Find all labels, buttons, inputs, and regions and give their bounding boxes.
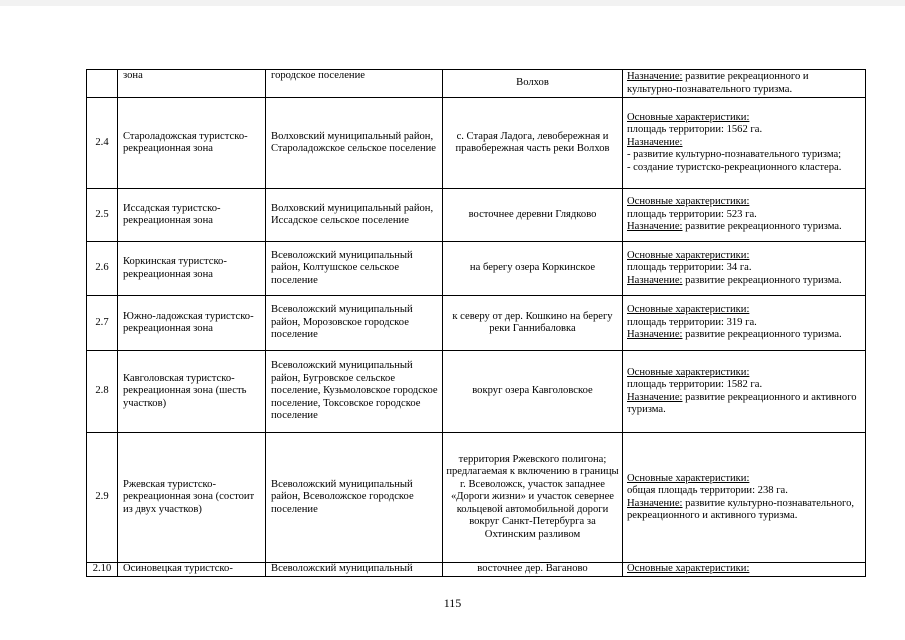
row-number: 2.10 [87, 563, 118, 577]
municipality: Всеволожский муниципальный район, Морозовское городское поселение [266, 296, 443, 351]
characteristics-line [627, 563, 862, 575]
characteristics-label: Назначение: [627, 329, 683, 341]
municipality: Всеволожский муниципальный район, Бугровское сельское поселение, Кузьмоловское городское поселение, Токсовское городское поселение [266, 351, 443, 433]
characteristics [623, 70, 866, 98]
zone-name: Иссадская туристско-рекреационная зона [118, 189, 266, 242]
characteristics-line [627, 473, 862, 485]
zone-name: Коркинская туристско-рекреационная зона [118, 242, 266, 296]
characteristics-line [627, 221, 862, 233]
characteristics-line [627, 262, 862, 274]
table-row [87, 242, 866, 296]
characteristics-text: развитие рекреационного и активного туризма. [627, 391, 857, 415]
characteristics-line [627, 329, 862, 341]
row-number: 2.5 [87, 189, 118, 242]
characteristics-line [627, 304, 862, 316]
table-row [87, 189, 866, 242]
characteristics-line [627, 112, 862, 124]
characteristics-line [627, 367, 862, 379]
table-row [87, 296, 866, 351]
characteristics [623, 563, 866, 577]
zone-name: Ржевская туристско-рекреационная зона (состоит из двух участков) [118, 433, 266, 563]
characteristics-label: Основные характеристики: [627, 249, 750, 261]
characteristics-line [627, 124, 862, 136]
characteristics-line [627, 250, 862, 262]
characteristics-text: развитие рекреационного туризма. [682, 274, 842, 286]
zone-name: Кавголовская туристско-рекреационная зона (шесть участков) [118, 351, 266, 433]
characteristics-text: площадь территории: 523 га. [627, 208, 757, 220]
characteristics-text: развитие рекреационного туризма. [682, 329, 842, 341]
row-number: 2.7 [87, 296, 118, 351]
characteristics-text: площадь территории: 319 га. [627, 316, 757, 328]
municipality: Всеволожский муниципальный район, Колтушское сельское поселение [266, 242, 443, 296]
characteristics-line [627, 485, 862, 497]
location: с. Старая Ладога, левобережная и правобережная часть реки Волхов [443, 98, 623, 189]
zone-name: Староладожская туристско-рекреационная зона [118, 98, 266, 189]
characteristics-label: Назначение: [627, 497, 683, 509]
characteristics-label: Назначение: [627, 274, 683, 286]
characteristics-text: площадь территории: 1582 га. [627, 379, 763, 391]
characteristics [623, 242, 866, 296]
characteristics [623, 189, 866, 242]
characteristics-line [627, 275, 862, 287]
characteristics-text: развитие рекреационного туризма. [682, 221, 842, 233]
municipality: Всеволожский муниципальный район, Всеволожское городское поселение [266, 433, 443, 563]
location: вокруг озера Кавголовское [443, 351, 623, 433]
characteristics [623, 433, 866, 563]
characteristics-line [627, 71, 862, 83]
characteristics-line [627, 137, 862, 149]
zone-name: зона [118, 70, 266, 98]
row-number: 2.9 [87, 433, 118, 563]
characteristics-label: Основные характеристики: [627, 111, 750, 123]
characteristics-label: Назначение: [627, 136, 683, 148]
characteristics-line [627, 162, 862, 174]
characteristics-line [627, 149, 862, 161]
location: восточнее деревни Глядково [443, 189, 623, 242]
page-number: 115 [443, 596, 462, 610]
location: на берегу озера Коркинское [443, 242, 623, 296]
row-number: 2.4 [87, 98, 118, 189]
characteristics [623, 98, 866, 189]
characteristics-label: Основные характеристики: [627, 366, 750, 378]
table-row [87, 433, 866, 563]
characteristics-label: Назначение: [627, 221, 683, 233]
zone-name: Осиновецкая туристско- [118, 563, 266, 577]
municipality: Волховский муниципальный район, Иссадское сельское поселение [266, 189, 443, 242]
table-row [87, 563, 866, 577]
characteristics-label: Основные характеристики: [627, 563, 750, 574]
characteristics-text: общая площадь территории: 238 га. [627, 485, 788, 497]
characteristics-label: Назначение: [627, 71, 683, 83]
characteristics-line [627, 317, 862, 329]
characteristics [623, 351, 866, 433]
tourist-zones-table [86, 69, 866, 577]
characteristics-line [627, 196, 862, 208]
characteristics-label: Основные характеристики: [627, 196, 750, 208]
row-number [87, 70, 118, 98]
characteristics-text: площадь территории: 1562 га. [627, 124, 763, 136]
row-number: 2.8 [87, 351, 118, 433]
characteristics-text: - создание туристско-рекреационного кластера. [627, 161, 842, 173]
scan-top-edge [0, 0, 905, 6]
characteristics-text: культурно-познавательного туризма. [627, 83, 793, 95]
characteristics [623, 296, 866, 351]
characteristics-text: площадь территории: 34 га. [627, 262, 752, 274]
characteristics-line [627, 392, 862, 417]
characteristics-label: Основные характеристики: [627, 472, 750, 484]
characteristics-line [627, 84, 862, 96]
row-number: 2.6 [87, 242, 118, 296]
characteristics-label: Назначение: [627, 391, 683, 403]
table-row [87, 70, 866, 98]
location: к северу от дер. Кошкино на берегу реки Ганнибаловка [443, 296, 623, 351]
table-row [87, 98, 866, 189]
table-row [87, 351, 866, 433]
municipality: городское поселение [266, 70, 443, 98]
location: территория Ржевского полигона; предлагаемая к включению в границы г. Всеволожск, участок западнее «Дороги жизни» и участок севернее кольцевой автомобильной дороги вокруг Санкт-Петербурга за Охтинским разливом [443, 433, 623, 563]
characteristics-text: - развитие культурно-познавательного туризма; [627, 149, 842, 161]
location: Волхов [443, 70, 623, 98]
characteristics-line [627, 379, 862, 391]
characteristics-text: развитие рекреационного и [682, 71, 809, 83]
municipality: Всеволожский муниципальный [266, 563, 443, 577]
location: восточнее дер. Ваганово [443, 563, 623, 577]
zone-name: Южно-ладожская туристско-рекреационная зона [118, 296, 266, 351]
characteristics-label: Основные характеристики: [627, 304, 750, 316]
characteristics-line [627, 209, 862, 221]
characteristics-text: развитие культурно-познавательного, рекреационного и активного туризма. [627, 497, 855, 521]
characteristics-line [627, 498, 862, 523]
municipality: Волховский муниципальный район, Староладожское сельское поселение [266, 98, 443, 189]
